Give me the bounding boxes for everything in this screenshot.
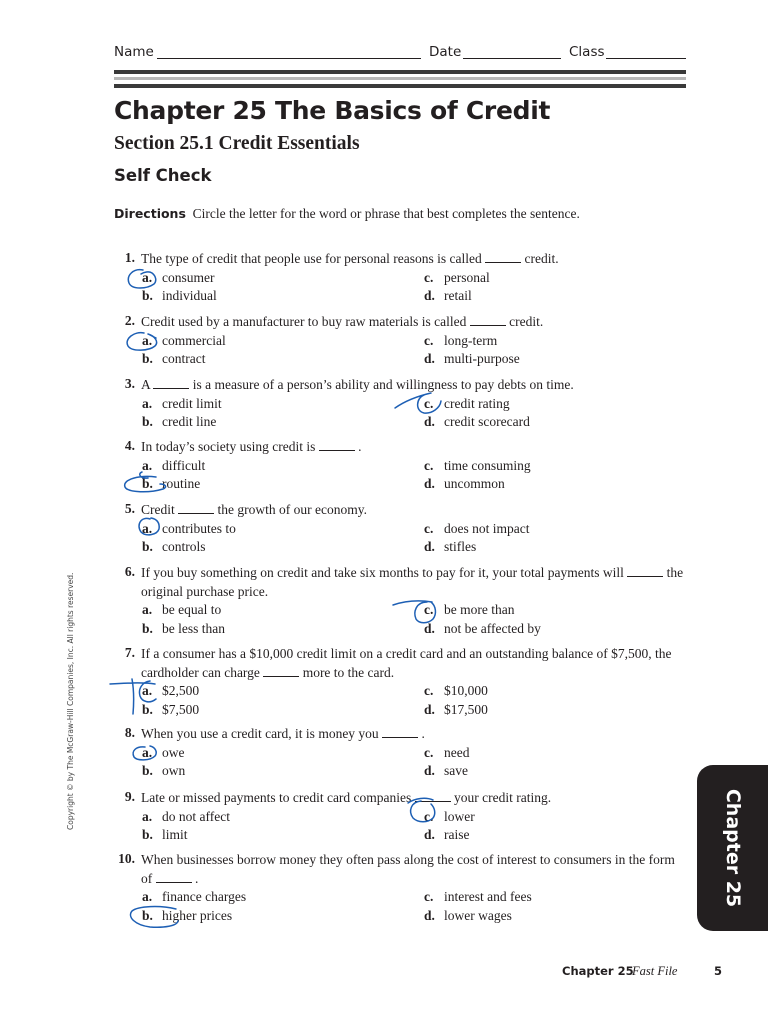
option-text: multi-purpose bbox=[444, 351, 520, 366]
option-letter: c. bbox=[424, 520, 434, 536]
option-text: $7,500 bbox=[162, 701, 200, 717]
option-letter: d. bbox=[424, 620, 435, 636]
option-c[interactable] bbox=[424, 396, 510, 412]
option-b[interactable] bbox=[142, 621, 225, 637]
option-c[interactable] bbox=[424, 602, 514, 618]
date-label: Date bbox=[429, 44, 462, 60]
question-stem-start: If a consumer has a $10,000 credit limit on a credit card and an outstanding balance of $7,500, the cardholder can charge bbox=[141, 646, 672, 680]
copyright-notice: Copyright © by The McGraw-Hill Companies, Inc. All rights reserved. bbox=[66, 572, 75, 830]
class-field[interactable] bbox=[606, 58, 686, 59]
answer-blank bbox=[485, 262, 521, 263]
option-a[interactable] bbox=[142, 602, 221, 618]
question-text bbox=[141, 725, 686, 744]
option-text: $2,500 bbox=[162, 683, 200, 698]
option-c[interactable] bbox=[424, 745, 469, 761]
option-text: individual bbox=[162, 288, 217, 303]
option-letter: a. bbox=[142, 602, 153, 617]
answer-blank bbox=[627, 576, 663, 577]
option-a[interactable] bbox=[142, 521, 236, 537]
question-stem-end: credit. bbox=[521, 251, 559, 266]
option-text: credit limit bbox=[162, 395, 222, 411]
option-c[interactable] bbox=[424, 333, 497, 349]
option-letter: b. bbox=[142, 907, 153, 923]
option-letter: d. bbox=[424, 476, 435, 491]
option-text: routine bbox=[162, 476, 201, 491]
option-c[interactable] bbox=[424, 270, 490, 286]
self-check-heading: Self Check bbox=[114, 166, 212, 185]
question-stem-end: credit. bbox=[505, 314, 544, 329]
option-letter: c. bbox=[424, 808, 434, 824]
answer-blank bbox=[415, 801, 451, 802]
question-stem-end: the growth of our economy. bbox=[214, 502, 367, 517]
option-text: own bbox=[162, 763, 186, 778]
option-text: stifles bbox=[444, 539, 477, 554]
option-text: be less than bbox=[162, 620, 225, 636]
question-number: 3. bbox=[124, 376, 135, 391]
option-letter: c. bbox=[424, 683, 434, 698]
option-letter: c. bbox=[424, 744, 434, 760]
option-d[interactable] bbox=[424, 702, 488, 718]
option-d[interactable] bbox=[424, 908, 512, 924]
option-letter: b. bbox=[142, 351, 153, 366]
answer-blank bbox=[153, 388, 189, 389]
option-b[interactable] bbox=[142, 539, 206, 555]
answer-blank bbox=[263, 676, 299, 677]
option-d[interactable] bbox=[424, 414, 530, 430]
question-number: 5. bbox=[124, 501, 135, 516]
option-a[interactable] bbox=[142, 745, 185, 761]
question-number: 10. bbox=[118, 851, 135, 866]
option-letter: b. bbox=[142, 414, 153, 429]
option-b[interactable] bbox=[142, 351, 205, 367]
directions-text: Circle the letter for the word or phrase that best completes the sentence. bbox=[192, 206, 580, 221]
option-letter: a. bbox=[142, 332, 153, 348]
question-text bbox=[141, 313, 686, 332]
question-text bbox=[141, 645, 686, 682]
option-text: not be affected by bbox=[444, 620, 541, 636]
question-stem-start: Late or missed payments to credit card companies bbox=[141, 790, 415, 805]
option-text: be equal to bbox=[162, 602, 222, 617]
answer-blank bbox=[178, 513, 214, 514]
question-text bbox=[141, 789, 686, 808]
option-b[interactable] bbox=[142, 827, 188, 843]
question-stem-end: the original purchase price. bbox=[141, 565, 684, 599]
option-text: time consuming bbox=[444, 457, 531, 473]
option-d[interactable] bbox=[424, 476, 505, 492]
option-a[interactable] bbox=[142, 396, 222, 412]
question-number: 1. bbox=[124, 250, 135, 265]
header-rule-bottom bbox=[114, 84, 686, 88]
question-stem-start: When businesses borrow money they often pass along the cost of interest to consumers in the form of bbox=[141, 852, 675, 886]
option-letter: d. bbox=[424, 288, 435, 303]
directions bbox=[114, 204, 614, 223]
footer-book: Fast File bbox=[632, 964, 678, 978]
question-number: 4. bbox=[124, 438, 135, 453]
option-a[interactable] bbox=[142, 270, 214, 286]
option-text: personal bbox=[444, 269, 490, 285]
option-text: lower wages bbox=[444, 907, 512, 923]
option-text: limit bbox=[162, 827, 188, 842]
question-stem-start: If you buy something on credit and take six months to pay for it, your total payments will bbox=[141, 565, 628, 580]
option-b[interactable] bbox=[142, 476, 200, 492]
option-a[interactable] bbox=[142, 458, 205, 474]
header-rule-middle bbox=[114, 77, 686, 80]
option-text: contributes to bbox=[162, 520, 236, 536]
question-number: 7. bbox=[124, 645, 135, 660]
option-text: uncommon bbox=[444, 476, 505, 491]
option-letter: d. bbox=[424, 414, 435, 429]
option-letter: a. bbox=[142, 683, 153, 698]
option-d[interactable] bbox=[424, 539, 476, 555]
option-text: controls bbox=[162, 539, 206, 554]
option-c[interactable] bbox=[424, 809, 475, 825]
option-d[interactable] bbox=[424, 827, 469, 843]
option-letter: a. bbox=[142, 457, 153, 473]
option-c[interactable] bbox=[424, 521, 529, 537]
question-stem-end: your credit rating. bbox=[450, 790, 552, 805]
question-text bbox=[141, 376, 686, 395]
directions-label: Directions bbox=[114, 206, 186, 221]
question-text bbox=[141, 250, 686, 269]
name-field[interactable] bbox=[157, 58, 421, 59]
option-letter: a. bbox=[142, 744, 153, 760]
option-letter: d. bbox=[424, 907, 435, 923]
question-stem-end: is a measure of a person’s ability and willingness to pay debts on time. bbox=[189, 377, 574, 392]
question-text bbox=[141, 501, 686, 520]
option-text: does not impact bbox=[444, 520, 530, 536]
chapter-title: Chapter 25 The Basics of Credit bbox=[114, 96, 551, 125]
question-number: 8. bbox=[124, 725, 135, 740]
class-label: Class bbox=[569, 44, 605, 60]
question-stem-start: When you use a credit card, it is money you bbox=[141, 726, 383, 741]
option-b[interactable] bbox=[142, 288, 217, 304]
option-letter: c. bbox=[424, 269, 434, 285]
option-letter: b. bbox=[142, 827, 153, 842]
footer-page-number: 5 bbox=[714, 964, 723, 978]
option-c[interactable] bbox=[424, 683, 488, 699]
option-text: contract bbox=[162, 351, 206, 366]
option-text: raise bbox=[444, 827, 470, 842]
option-letter: c. bbox=[424, 457, 434, 473]
option-text: interest and fees bbox=[444, 889, 532, 904]
question-stem-start: In today’s society using credit is bbox=[141, 439, 319, 454]
question-stem-start: The type of credit that people use for personal reasons is called bbox=[141, 251, 486, 266]
option-d[interactable] bbox=[424, 763, 468, 779]
chapter-side-tab-label: Chapter 25 bbox=[722, 788, 744, 908]
option-text: long-term bbox=[444, 332, 498, 348]
option-letter: d. bbox=[424, 539, 435, 554]
answer-blank bbox=[156, 882, 192, 883]
question-text bbox=[141, 438, 686, 457]
option-letter: b. bbox=[142, 288, 153, 303]
option-c[interactable] bbox=[424, 889, 532, 905]
option-text: credit line bbox=[162, 414, 217, 429]
option-letter: d. bbox=[424, 763, 435, 778]
section-title: Section 25.1 Credit Essentials bbox=[114, 133, 360, 154]
option-text: higher prices bbox=[162, 907, 233, 923]
question-stem-end: . bbox=[354, 439, 362, 454]
option-letter: c. bbox=[424, 602, 434, 617]
option-letter: c. bbox=[424, 395, 434, 411]
answer-blank bbox=[319, 450, 355, 451]
option-text: $17,500 bbox=[444, 701, 488, 717]
question-number: 9. bbox=[124, 789, 135, 804]
option-text: finance charges bbox=[162, 889, 247, 904]
option-d[interactable] bbox=[424, 288, 472, 304]
question-number: 6. bbox=[124, 564, 135, 579]
option-letter: b. bbox=[142, 620, 153, 636]
option-text: commercial bbox=[162, 332, 226, 348]
question-stem-end: . bbox=[418, 726, 425, 741]
option-text: retail bbox=[444, 288, 472, 303]
option-text: lower bbox=[444, 808, 475, 824]
option-letter: a. bbox=[142, 269, 153, 285]
option-letter: a. bbox=[142, 808, 153, 824]
question-stem-end: . bbox=[191, 870, 199, 886]
option-b[interactable] bbox=[142, 908, 232, 924]
header-rule-top bbox=[114, 70, 686, 74]
option-a[interactable] bbox=[142, 333, 226, 349]
name-date-class-row bbox=[114, 44, 686, 62]
option-letter: d. bbox=[424, 351, 435, 366]
option-b[interactable] bbox=[142, 763, 185, 779]
option-letter: b. bbox=[142, 476, 153, 491]
question-stem-end: more to the card. bbox=[299, 664, 395, 680]
option-text: credit scorecard bbox=[444, 414, 530, 429]
option-b[interactable] bbox=[142, 414, 216, 430]
option-text: consumer bbox=[162, 269, 215, 285]
option-letter: c. bbox=[424, 332, 434, 348]
option-b[interactable] bbox=[142, 702, 199, 718]
option-letter: a. bbox=[142, 889, 153, 904]
option-a[interactable] bbox=[142, 683, 199, 699]
footer-chapter: Chapter 25 bbox=[562, 964, 634, 978]
question-stem-start: Credit bbox=[141, 502, 179, 517]
answer-blank bbox=[470, 325, 506, 326]
option-text: save bbox=[444, 763, 468, 778]
option-text: need bbox=[444, 744, 470, 760]
option-d[interactable] bbox=[424, 351, 520, 367]
date-field[interactable] bbox=[463, 58, 561, 59]
option-a[interactable] bbox=[142, 809, 230, 825]
option-text: difficult bbox=[162, 457, 206, 473]
option-text: credit rating bbox=[444, 395, 510, 411]
option-c[interactable] bbox=[424, 458, 531, 474]
name-label: Name bbox=[114, 44, 154, 60]
question-text bbox=[141, 851, 686, 888]
option-letter: a. bbox=[142, 520, 153, 536]
option-letter: b. bbox=[142, 763, 153, 778]
option-text: be more than bbox=[444, 602, 515, 617]
option-a[interactable] bbox=[142, 889, 246, 905]
option-letter: a. bbox=[142, 395, 153, 411]
question-stem-start: Credit used by a manufacturer to buy raw materials is called bbox=[141, 314, 470, 329]
option-letter: b. bbox=[142, 539, 153, 554]
question-number: 2. bbox=[124, 313, 135, 328]
option-letter: b. bbox=[142, 701, 153, 717]
answer-blank bbox=[382, 737, 418, 738]
option-letter: d. bbox=[424, 701, 435, 717]
option-letter: c. bbox=[424, 889, 434, 904]
question-text bbox=[141, 564, 686, 601]
option-letter: d. bbox=[424, 827, 435, 842]
option-text: do not affect bbox=[162, 808, 230, 824]
question-stem-start: A bbox=[141, 377, 154, 392]
option-d[interactable] bbox=[424, 621, 541, 637]
option-text: $10,000 bbox=[444, 683, 488, 698]
option-text: owe bbox=[162, 744, 185, 760]
